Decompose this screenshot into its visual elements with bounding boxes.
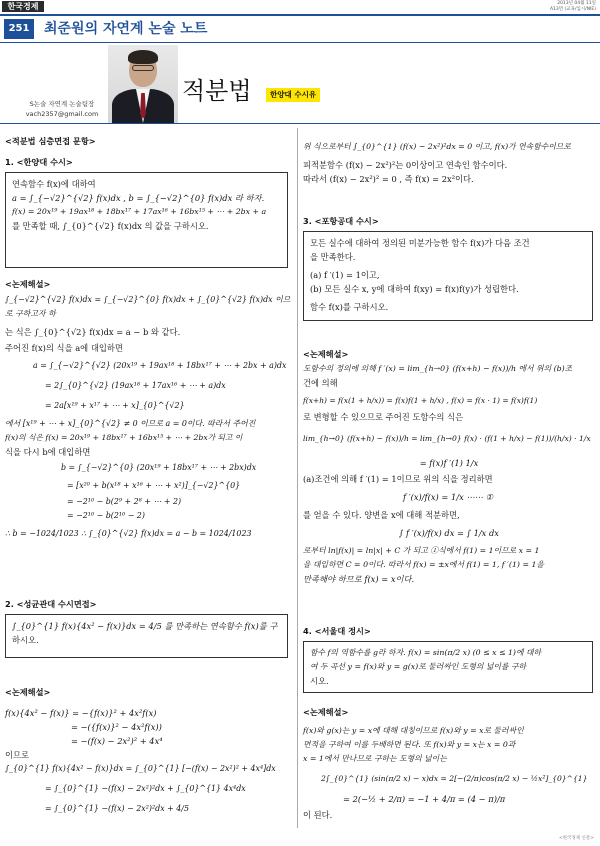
solution-2-body bbox=[5, 706, 293, 816]
solution-4-line: 2∫_{0}^{1} (sin(π/2 x) − x)dx = 2[−(2/π)cos(π/2 x) − ½x²]_{0}^{1} bbox=[321, 774, 588, 783]
solution-2-line: f(x){4x² − f(x)} = −{f(x)}² + 4x²f(x) bbox=[5, 708, 157, 718]
school-badge: 한양대 수시유 bbox=[266, 88, 320, 102]
solution-2-line: 위 식으로부터 ∫_{0}^{1} (f(x) − 2x²)²dx = 0 이고, f(x)가 연속함수이므로 bbox=[303, 142, 571, 151]
solution-3-line: f ′(x)/f(x) = 1/x ⋯⋯ ① bbox=[403, 492, 494, 502]
solution-2-line: 따라서 (f(x) − 2x²)² = 0 , 즉 f(x) = 2x²이다. bbox=[303, 174, 474, 184]
solution-1-body bbox=[5, 293, 293, 541]
solution-2-line: 이므로 bbox=[5, 750, 30, 760]
problem-1-line: 연속함수 f(x)에 대하여 bbox=[12, 179, 96, 189]
problem-4-line: 여 두 곡선 y = f(x)와 y = g(x)로 둘러싸인 도형의 넓이를 구하 bbox=[310, 662, 527, 671]
problem-1-line: f(x) = 20x¹⁹ + 19ax¹⁸ + 18bx¹⁷ + 17ax¹⁶ + 16bx¹⁵ + ⋯ + 2bx + a bbox=[12, 207, 267, 216]
solution-2-line: = ∫_{0}^{1} −(f(x) − 2x²)²dx + ∫_{0}^{1} 4x⁴dx bbox=[45, 784, 246, 793]
issue-number-badge: 251 bbox=[4, 19, 34, 39]
solution-1-line: = −2¹⁰ − b(2¹⁰ − 2) bbox=[67, 511, 145, 520]
solution-4-line: x = 1에서 만나므로 구하는 도형의 넓이는 bbox=[303, 754, 447, 763]
solution-1-line: 에서 [x¹⁹ + ⋯ + x]_{0}^{√2} ≠ 0 이므로 a = 0이다. 따라서 주어진 bbox=[5, 419, 256, 428]
solution-3-line: 도함수의 정의에 의해 f ′(x) = lim_{h→0} (f(x+h) − f(x))/h 에서 위의 (b)조 bbox=[303, 364, 573, 373]
solution-1-line: = 2a[x¹⁹ + x¹⁷ + ⋯ + x]_{0}^{√2} bbox=[45, 401, 185, 410]
solution-1-heading: <논제해설> bbox=[5, 279, 51, 289]
footer-credit: <한국경제 신문> bbox=[558, 836, 594, 841]
problem-1-line: 를 만족할 때, ∫_{0}^{√2} f(x)dx 의 값을 구하시오. bbox=[12, 221, 209, 231]
solution-3-line: lim_{h→0} (f(x+h) − f(x))/h = lim_{h→0} f(x) · (f(1 + h/x) − f(1))/(h/x) · 1/x bbox=[303, 434, 591, 443]
problem-4-line: 함수 f의 역함수를 g라 하자. f(x) = sin(π/2 x) (0 ≤ x ≤ 1)에 대하 bbox=[310, 648, 542, 657]
problem-2-line: ∫_{0}^{1} f(x){4x² − f(x)}dx = 4/5 를 만족하는 연속함수 f(x)를 구 bbox=[12, 621, 278, 631]
section-title: <적분법 심층면접 문항> bbox=[5, 136, 96, 146]
author-role: S논술 자연계 논술팀장 bbox=[29, 100, 95, 108]
header-rule bbox=[0, 14, 600, 16]
publication-section: A13면 (교육/입시/NIE) bbox=[549, 6, 596, 12]
solution-2-heading: <논제해설> bbox=[5, 687, 51, 697]
solution-2-line: = −({f(x)}² − 4x²f(x)) bbox=[71, 722, 162, 732]
publication-info bbox=[550, 1, 596, 13]
solution-2-line: 피적분함수 (f(x) − 2x²)²는 0이상이고 연속인 함수이다. bbox=[303, 160, 508, 170]
solution-3-line: f(x+h) = f(x(1 + h/x)) = f(x)f(1 + h/x) , f(x) = f(x · 1) = f(x)f(1) bbox=[303, 396, 538, 405]
problem-3-line: 함수 f(x)를 구하시오. bbox=[310, 302, 389, 312]
solution-3-line: 만족해야 하므로 f(x) = x이다. bbox=[303, 574, 415, 584]
problem-2-line: 하시오. bbox=[12, 635, 39, 645]
main-rule bbox=[0, 123, 600, 124]
solution-1-line: = 2∫_{0}^{√2} (19ax¹⁸ + 17ax¹⁶ + ⋯ + a)dx bbox=[45, 381, 226, 390]
problem-3-line: (b) 모든 실수 x, y에 대하여 f(xy) = f(x)f(y)가 성립한다. bbox=[310, 284, 519, 294]
solution-1-line: f(x)의 식은 f(x) = 20x¹⁹ + 18bx¹⁷ + 16bx¹⁵ + ⋯ + 2bx가 되고 이 bbox=[5, 433, 243, 442]
solution-3-line: ∫ f ′(x)/f(x) dx = ∫ 1/x dx bbox=[399, 528, 499, 538]
solution-3-line: 를 얻을 수 있다. 양변을 x에 대해 적분하면, bbox=[303, 510, 460, 520]
series-rule bbox=[0, 42, 600, 43]
problem-3-box bbox=[303, 231, 593, 321]
problem-1-line: a = ∫_{−√2}^{√2} f(x)dx , b = ∫_{−√2}^{0} f(x)dx 라 하자. bbox=[12, 193, 265, 203]
solution-2-line: ∫_{0}^{1} f(x){4x² − f(x)}dx = ∫_{0}^{1} [−(f(x) − 2x²)² + 4x⁴]dx bbox=[5, 764, 276, 773]
solution-3-line: = f(x)f ′(1) 1/x bbox=[419, 458, 479, 468]
solution-2-line: = −(f(x) − 2x²)² + 4x⁴ bbox=[71, 736, 163, 746]
solution-2-continued bbox=[303, 140, 595, 186]
solution-4-line: = 2(−½ + 2/π) = −1 + 4/π = (4 − π)/π bbox=[343, 794, 506, 804]
solution-4-line: f(x)와 g(x)는 y = x에 대해 대칭이므로 f(x)와 y = x로 둘러싸인 bbox=[303, 726, 524, 735]
series-title: 최준원의 자연계 논술 노트 bbox=[44, 21, 208, 37]
column-divider bbox=[297, 128, 298, 828]
problem-4-line: 시오. bbox=[310, 676, 329, 686]
solution-2-line: = ∫_{0}^{1} −(f(x) − 2x²)²dx + 4/5 bbox=[45, 804, 189, 813]
problem-3-line: 을 만족한다. bbox=[310, 252, 356, 262]
problem-2-box bbox=[5, 614, 288, 658]
solution-1-line: a = ∫_{−√2}^{√2} (20x¹⁹ + 19ax¹⁸ + 18bx¹⁷ + ⋯ + 2bx + a)dx bbox=[33, 361, 287, 370]
publication-date: 2013년 04월 11일 bbox=[557, 1, 596, 6]
solution-3-line: 로 변형할 수 있으므로 주어진 도함수의 식은 bbox=[303, 412, 464, 422]
author-email: vach2357@gmail.com bbox=[25, 109, 99, 118]
solution-3-heading: <논제해설> bbox=[303, 349, 349, 359]
problem-1-box bbox=[5, 172, 288, 268]
solution-1-line: 주어진 f(x)의 식을 a에 대입하면 bbox=[5, 343, 123, 353]
solution-3-line: (a)조건에 의해 f ′(1) = 1이므로 위의 식을 정리하면 bbox=[303, 474, 493, 484]
topic-title: 적분법 bbox=[182, 77, 252, 105]
solution-1-line: ∫_{−√2}^{√2} f(x)dx = ∫_{−√2}^{0} f(x)dx + ∫_{0}^{√2} f(x)dx 이므로 구하고자 하 bbox=[5, 295, 291, 318]
solution-1-line: ∴ b = −1024/1023 ∴ ∫_{0}^{√2} f(x)dx = a − b = 1024/1023 bbox=[5, 529, 252, 538]
solution-4-body bbox=[303, 724, 595, 822]
problem-4-box bbox=[303, 641, 593, 693]
newspaper-masthead: 한국경제 bbox=[2, 1, 44, 12]
solution-1-line: = −2¹⁰ − b(2⁹ + 2⁸ + ⋯ + 2) bbox=[67, 497, 182, 506]
author-photo bbox=[108, 45, 178, 123]
solution-3-line: 로부터 ln|f(x)| = ln|x| + C 가 되고 ①식에서 f(1) = 1이므로 x = 1 bbox=[303, 546, 540, 555]
solution-3-line: 을 대입하면 C = 0이다. 따라서 f(x) = ±x에서 f(1) = 1, f ′(1) = 1을 bbox=[303, 560, 544, 569]
solution-1-line: b = ∫_{−√2}^{0} (20x¹⁹ + 18bx¹⁷ + ⋯ + 2bx)dx bbox=[61, 463, 257, 472]
solution-1-line: 는 식은 ∫_{0}^{√2} f(x)dx = a − b 와 같다. bbox=[5, 327, 181, 337]
solution-3-body bbox=[303, 362, 595, 586]
solution-3-line: 건에 의해 bbox=[303, 378, 338, 388]
problem-4-heading: 4. <서울대 정시> bbox=[303, 626, 371, 636]
problem-3-line: (a) f ′(1) = 1이고, bbox=[310, 270, 380, 280]
solution-4-line: 면적을 구하여 이를 두배하면 된다. 또 f(x)와 y = x는 x = 0과 bbox=[303, 740, 516, 749]
solution-1-line: 식을 다시 b에 대입하면 bbox=[5, 447, 91, 457]
solution-1-line: = [x²⁰ + b(x¹⁸ + x¹⁶ + ⋯ + x²)]_{−√2}^{0} bbox=[67, 481, 241, 490]
solution-4-heading: <논제해설> bbox=[303, 707, 349, 717]
solution-4-line: 이 된다. bbox=[303, 810, 333, 820]
problem-2-heading: 2. <성균관대 수시면접> bbox=[5, 599, 97, 609]
author-info bbox=[16, 100, 108, 120]
problem-3-line: 모든 실수에 대하여 정의된 미분가능한 함수 f(x)가 다음 조건 bbox=[310, 238, 530, 248]
problem-3-heading: 3. <포항공대 수시> bbox=[303, 216, 379, 226]
problem-1-heading: 1. <한양대 수시> bbox=[5, 157, 73, 167]
